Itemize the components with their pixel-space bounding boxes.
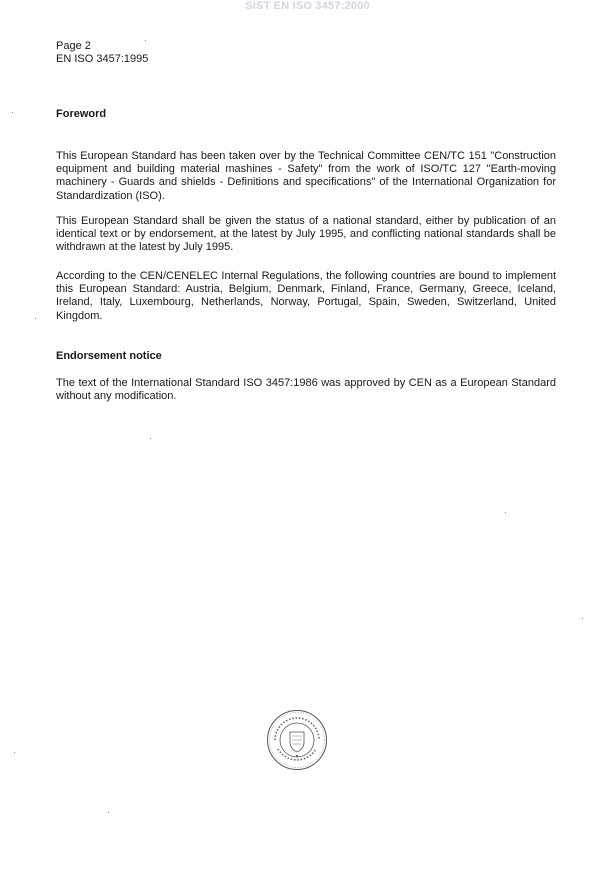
scan-speck <box>505 512 506 513</box>
scan-speck <box>150 438 151 439</box>
page-header <box>56 40 148 66</box>
foreword-paragraph: According to the CEN/CENELEC Internal Regulations, the following countries are bound to implement this European Standard: Austria, Belgium, Denmark, Finland, France, Germany, Greece, Iceland, Ireland, Italy, Luxembourg, Netherlands, Norway, Portugal, Spain, Sweden, Switzerland, United Kingdom. <box>56 270 556 322</box>
foreword-heading: Foreword <box>56 108 107 120</box>
endorsement-heading: Endorsement notice <box>56 350 162 362</box>
scan-speck <box>35 318 36 319</box>
watermark: SIST EN ISO 3457:2000 <box>245 0 370 12</box>
endorsement-paragraph: The text of the International Standard ISO 3457:1986 was approved by CEN as a European Standard without any modification. <box>56 377 556 403</box>
scan-speck <box>12 112 13 113</box>
scan-speck <box>14 752 15 753</box>
scan-speck <box>582 618 583 619</box>
official-stamp-icon <box>266 709 328 771</box>
scan-speck <box>145 40 146 41</box>
foreword-paragraph: This European Standard has been taken over by the Technical Committee CEN/TC 151 "Construction equipment and building material mashines - Safety" from the work of ISO/TC 127 "Earth-moving machinery - Guards and shields - Definitions and specifications" of the International Organization for Standardization (ISO). <box>56 150 556 202</box>
page-number: Page 2 <box>56 40 91 52</box>
standard-id: EN ISO 3457:1995 <box>56 53 149 65</box>
foreword-paragraph: This European Standard shall be given the status of a national standard, either by publication of an identical text or by endorsement, at the latest by July 1995, and conflicting national standards shall be withdrawn at the latest by July 1995. <box>56 215 556 254</box>
scan-speck <box>108 812 109 813</box>
